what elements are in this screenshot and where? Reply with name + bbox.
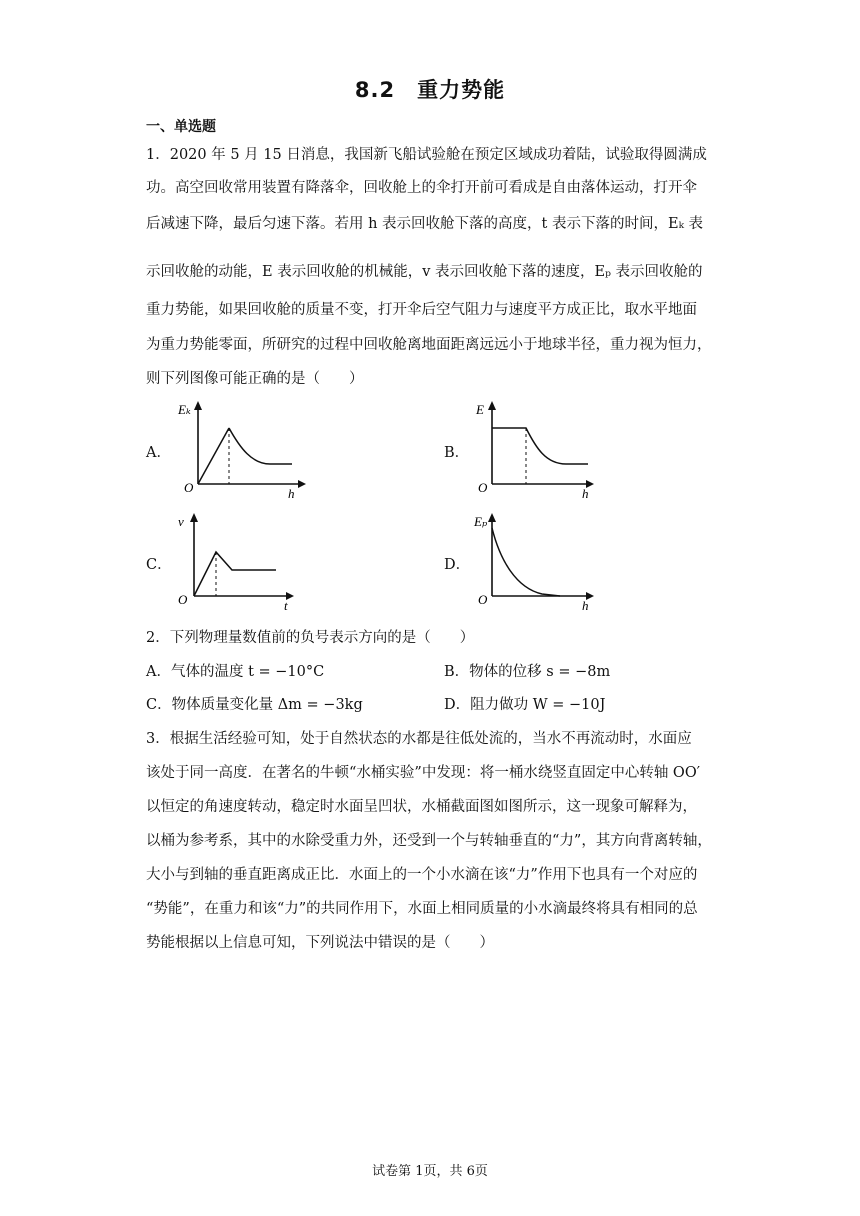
y-axis-arrow [488, 401, 496, 410]
q3-line: “势能”，在重力和该“力”的共同作用下，水面上相同质量的小水滴最终将具有相同的总 [146, 901, 698, 917]
origin-label: O [178, 592, 188, 607]
q2-option-a[interactable]: A．气体的温度 t = −10°C [146, 664, 325, 680]
q1-line: 示回收舱的动能，E 表示回收舱的机械能，v 表示回收舱下落的速度，Eₚ 表示回收舱的 [146, 264, 703, 280]
option-b-label[interactable]: B． [444, 445, 470, 461]
q1-line: 后减速下降，最后匀速下落。若用 h 表示回收舱下落的高度，t 表示下落的时间，Eₖ 表 [146, 216, 703, 232]
y-axis-label: Eₖ [178, 402, 191, 417]
q1-line: 则下列图像可能正确的是（ ） [146, 371, 364, 387]
origin-label: O [184, 480, 194, 495]
option-c-label[interactable]: C． [146, 557, 172, 573]
curve [194, 552, 276, 596]
y-axis-label: E [476, 402, 484, 417]
graph-c [170, 510, 300, 614]
curve [492, 428, 588, 464]
q2-stem: 2．下列物理量数值前的负号表示方向的是（ ） [146, 630, 475, 646]
y-axis-arrow [488, 513, 496, 522]
graph-b [470, 398, 600, 500]
curve-rise [198, 428, 229, 484]
origin-label: O [478, 592, 488, 607]
x-axis-label: h [582, 486, 589, 500]
q3-line: 势能根据以上信息可知，下列说法中错误的是（ ） [146, 935, 494, 951]
graph-d [470, 510, 600, 614]
x-axis-label: h [288, 486, 295, 500]
y-axis-label: v [178, 514, 184, 529]
q3-line: 大小与到轴的垂直距离成正比．水面上的一个小水滴在该“力”作用下也具有一个对应的 [146, 867, 698, 883]
q3-line: 以桶为参考系，其中的水除受重力外，还受到一个与转轴垂直的“力”，其方向背离转轴， [146, 833, 712, 849]
y-axis-label: Eₚ [474, 514, 488, 529]
x-axis-label: t [284, 598, 288, 613]
x-axis-arrow [298, 480, 306, 488]
q1-line: 1．2020 年 5 月 15 日消息，我国新飞船试验舱在预定区域成功着陆，试验取得圆满成 [146, 147, 707, 163]
page-footer: 试卷第 1页，共 6页 [372, 1164, 488, 1179]
option-d-label[interactable]: D． [444, 557, 471, 573]
curve [492, 528, 560, 596]
y-axis-arrow [194, 401, 202, 410]
q1-line: 重力势能，如果回收舱的质量不变，打开伞后空气阻力与速度平方成正比，取水平地面 [146, 302, 697, 318]
section-heading: 一、单选题 [146, 119, 216, 135]
q1-line: 为重力势能零面，所研究的过程中回收舱离地面距离远远小于地球半径，重力视为恒力， [146, 337, 712, 353]
option-a-label[interactable]: A． [146, 445, 171, 461]
y-axis-arrow [190, 513, 198, 522]
q3-line: 该处于同一高度．在著名的牛顿“水桶实验”中发现：将一桶水绕竖直固定中心转轴 OO′ [146, 765, 700, 781]
q3-line: 以恒定的角速度转动，稳定时水面呈凹状，水桶截面图如图所示，这一现象可解释为， [146, 799, 697, 815]
x-axis-label: h [582, 598, 589, 613]
origin-label: O [478, 480, 488, 495]
curve-decay [229, 428, 292, 464]
page-title: 8.2 重力势能 [354, 78, 506, 102]
graph-a [170, 398, 310, 500]
q1-line: 功。高空回收常用装置有降落伞，回收舱上的伞打开前可看成是自由落体运动，打开伞 [146, 180, 697, 196]
q2-option-b[interactable]: B．物体的位移 s = −8m [444, 664, 611, 680]
q2-option-c[interactable]: C．物体质量变化量 Δm = −3kg [146, 697, 363, 713]
q3-line: 3．根据生活经验可知，处于自然状态的水都是往低处流的，当水不再流动时，水面应 [146, 731, 692, 747]
q2-option-d[interactable]: D．阻力做功 W = −10J [444, 697, 606, 713]
